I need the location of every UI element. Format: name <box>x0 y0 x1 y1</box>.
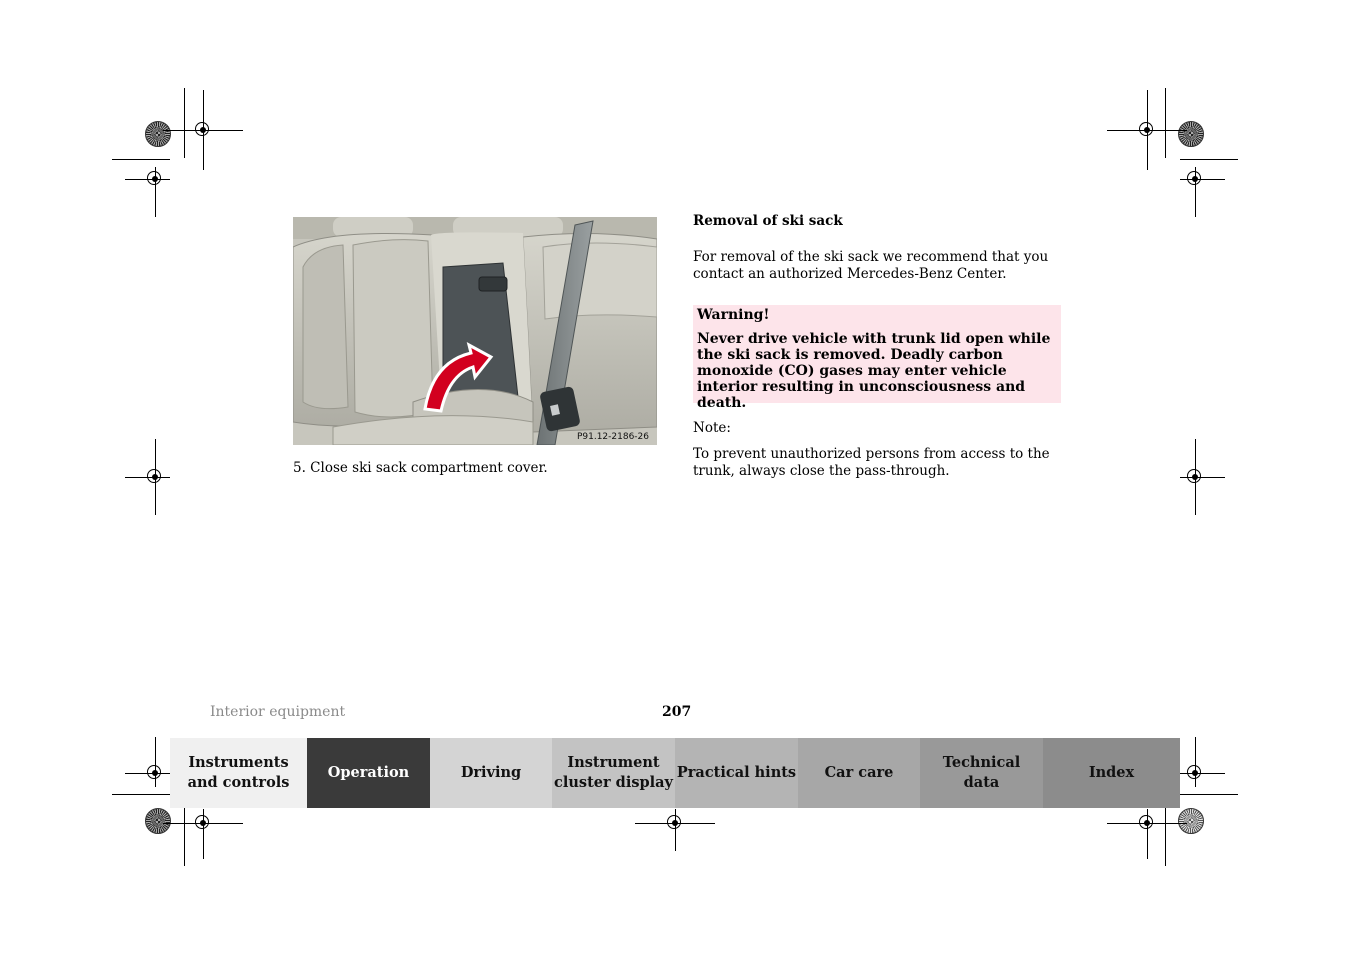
intro-paragraph: For removal of the ski sack we recommend that you contact an authorized Mercedes-Benz Center. <box>693 249 1049 282</box>
footer-section-name: Interior equipment <box>210 704 346 720</box>
tab-instruments-and-controls[interactable]: Instruments and controls <box>170 738 307 808</box>
figure-code: P91.12-2186-26 <box>576 432 649 442</box>
registration-rosette-icon <box>1178 121 1204 147</box>
page-number: 207 <box>662 704 692 720</box>
tab-operation[interactable]: Operation <box>307 738 430 808</box>
registration-rosette-icon <box>145 808 171 834</box>
tab-driving[interactable]: Driving <box>430 738 552 808</box>
tab-technical-data[interactable]: Technical data <box>920 738 1043 808</box>
tab-instrument-cluster-display[interactable]: Instrument cluster display <box>552 738 675 808</box>
ski-sack-illustration <box>293 217 657 445</box>
note-text: To prevent unauthorized persons from access to the trunk, always close the pass-through. <box>693 446 1050 479</box>
registration-rosette-icon <box>1178 808 1204 834</box>
figure-caption: 5. Close ski sack compartment cover. <box>293 460 548 476</box>
warning-box <box>693 305 1061 411</box>
note-label: Note: <box>693 420 731 436</box>
tab-practical-hints[interactable]: Practical hints <box>675 738 798 808</box>
tab-car-care[interactable]: Car care <box>798 738 920 808</box>
warning-body: Never drive vehicle with trunk lid open while the ski sack is removed. Deadly carbon monoxide (CO) gases may enter vehicle interior resulting in unconsciousness and death. <box>697 331 1051 411</box>
section-heading: Removal of ski sack <box>693 213 843 229</box>
chapter-nav <box>170 738 1180 808</box>
registration-rosette-icon <box>145 121 171 147</box>
warning-title: Warning! <box>697 307 770 323</box>
tab-index[interactable]: Index <box>1043 738 1180 808</box>
